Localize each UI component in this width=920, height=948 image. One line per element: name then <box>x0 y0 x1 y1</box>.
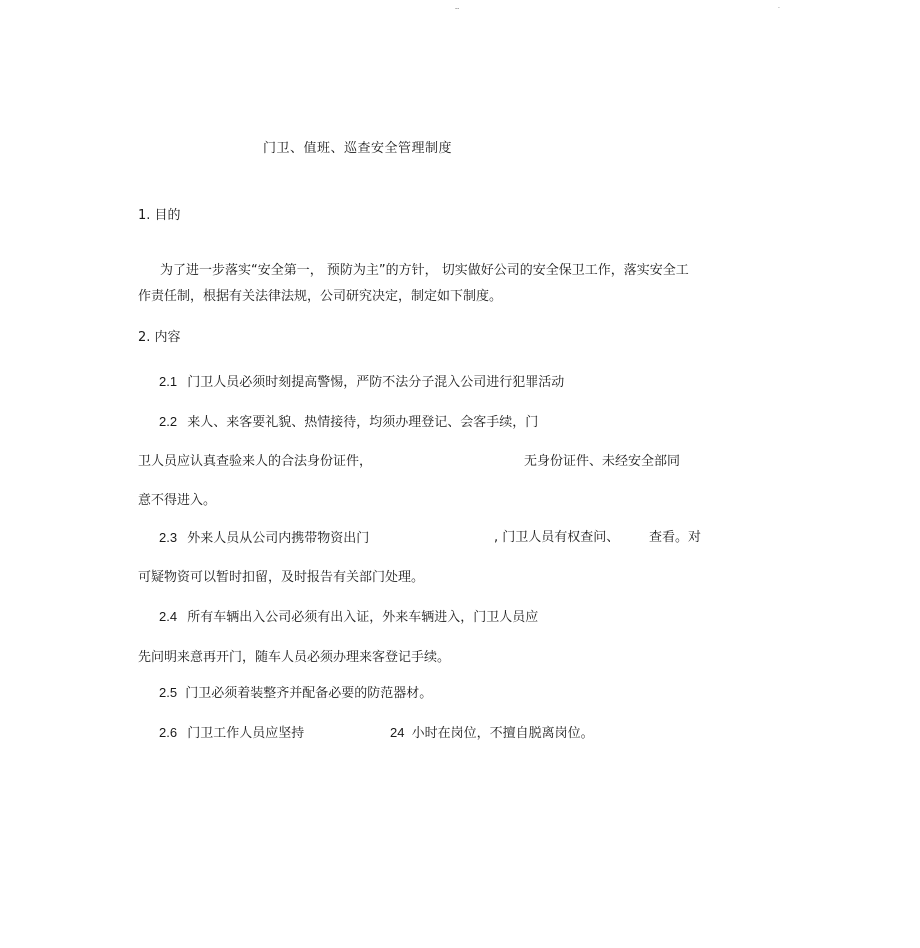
item-2-5-number: 2.5 <box>159 685 178 700</box>
item-2-2-text-line-2b: 无身份证件、未经安全部同 <box>524 454 681 469</box>
item-2-5-text: 门卫必须着装整齐并配备必要的防范器材。 <box>185 686 433 701</box>
section-1-paragraph-line-2: 作责任制，根据有关法律法规，公司研究决定，制定如下制度。 <box>138 289 503 304</box>
item-2-6-hours <box>390 725 594 742</box>
item-2-1 <box>159 374 564 391</box>
item-2-2-text-line-1: 来人、来客要礼貌、热情接待，均须办理登记、会客手续，门 <box>187 415 539 430</box>
item-2-2 <box>159 414 538 431</box>
item-2-6-text-c: 小时在岗位，不擅自脱离岗位。 <box>411 726 594 741</box>
header-mark-right: . <box>778 3 780 10</box>
item-2-6-text-a: 门卫工作人员应坚持 <box>187 726 305 741</box>
item-2-3-text-line-1b: , 门卫人员有权查问、 <box>494 530 620 545</box>
item-2-3-text-line-1c: 查看。对 <box>649 530 702 545</box>
item-2-4-number: 2.4 <box>159 609 178 624</box>
header-mark-left: -- <box>455 5 460 12</box>
section-1-heading: 1. 目的 <box>138 208 181 223</box>
item-2-1-number: 2.1 <box>159 374 178 389</box>
item-2-4-text-line-2: 先问明来意再开门，随车人员必须办理来客登记手续。 <box>138 650 451 665</box>
item-2-6-number: 2.6 <box>159 725 178 740</box>
document-title: 门卫、值班、巡查安全管理制度 <box>263 141 453 156</box>
item-2-4-text-line-1: 所有车辆出入公司必须有出入证，外来车辆进入，门卫人员应 <box>187 610 539 625</box>
item-2-2-number: 2.2 <box>159 414 178 429</box>
section-1-paragraph-line-1: 为了进一步落实“安全第一， 预防为主”的方针， 切实做好公司的安全保卫工作，落实安全工 <box>160 263 689 278</box>
item-2-3-text-line-2: 可疑物资可以暂时扣留，及时报告有关部门处理。 <box>138 570 425 585</box>
item-2-3-text-line-1a: 外来人员从公司内携带物资出门 <box>187 531 370 546</box>
item-2-3 <box>159 530 369 547</box>
item-2-4 <box>159 609 538 626</box>
section-2-heading: 2. 内容 <box>138 330 181 345</box>
item-2-2-text-line-2a: 卫人员应认真查验来人的合法身份证件， <box>138 454 373 469</box>
item-2-2-text-line-3: 意不得进入。 <box>138 493 217 508</box>
item-2-6 <box>159 725 304 742</box>
item-2-3-number: 2.3 <box>159 530 178 545</box>
item-2-6-hours-number: 24 <box>390 725 405 740</box>
item-2-1-text: 门卫人员必须时刻提高警惕，严防不法分子混入公司进行犯罪活动 <box>187 375 565 390</box>
item-2-5 <box>159 685 432 702</box>
